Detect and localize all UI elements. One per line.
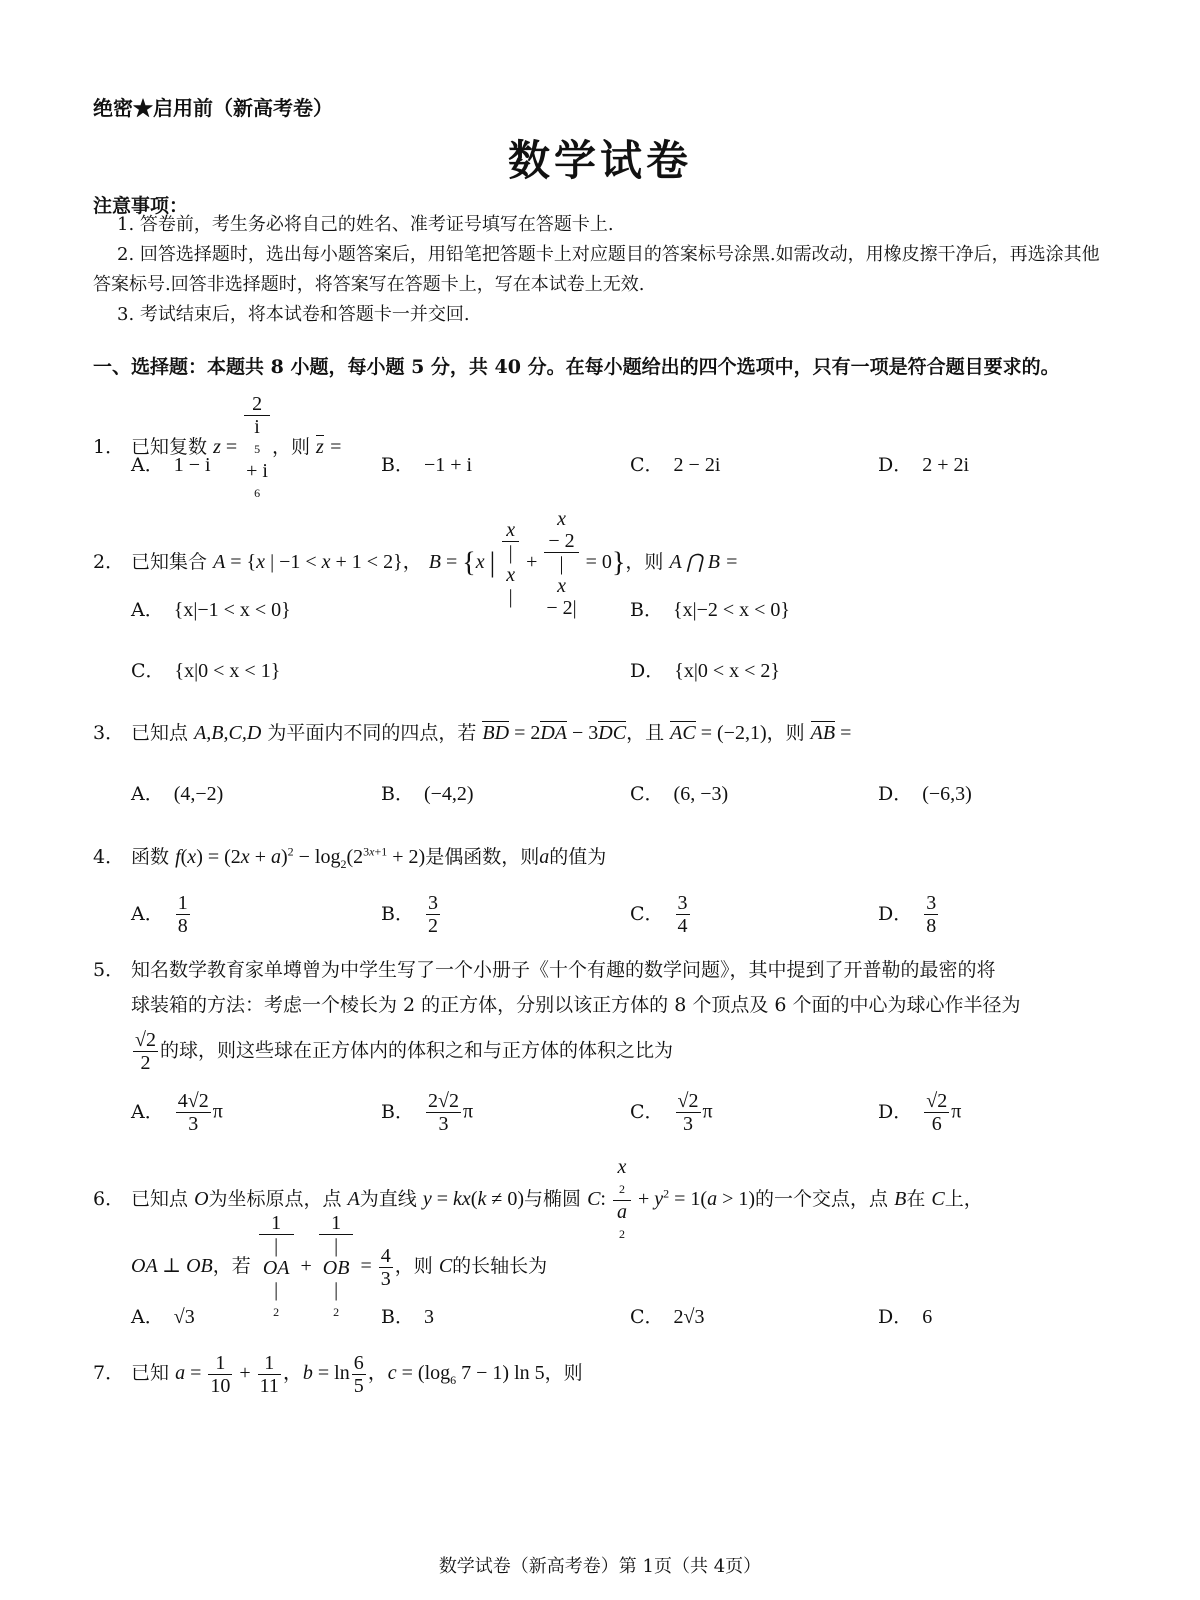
formula: AB = [810, 722, 852, 744]
formula: a = $\frac{1}{10}$ + $\frac{1}{11}$ ，b = ln $\frac{6}{5}$ ，$c = (\log_6$ 7 − 1) ln 5 [175, 1352, 545, 1397]
formula: B = {x | x | x | + x − 2 | x − 2| = 0} [428, 508, 626, 619]
question-text: 为坐标原点，点 [208, 1188, 342, 1211]
formula: z = 2 i 5 + i 6 [213, 393, 268, 500]
formula: 1 | OA | 2 + 1 | OB | 2 = $\frac{4}{3}$ [257, 1255, 395, 1277]
option-d[interactable]: D． $\frac{3}{8}$ [878, 892, 937, 937]
question-text: 的值为 [549, 846, 607, 868]
question-text: 已知 [131, 1362, 170, 1385]
formula: AC = (−2,1) [670, 722, 767, 744]
question-text: 已知复数 [131, 436, 208, 459]
question-text: 已知点 [131, 722, 189, 744]
option-a[interactable]: A． 1 − i [131, 454, 211, 476]
question-4 [93, 842, 606, 872]
question-text: ，则 [625, 551, 664, 574]
option-b[interactable]: B． (−4,2) [381, 783, 474, 805]
formula: A ⋂ B = [669, 551, 739, 574]
option-d[interactable]: D． 6 [878, 1306, 933, 1328]
section-heading: 一、选择题：本题共 8 小题，每小题 5 分，共 40 分。在每小题给出的四个选项中，只有一项是符合题目要求的。 [93, 356, 1060, 378]
notice-item-3: 3. 考试结束后，将本试卷和答题卡一并交回. [117, 304, 470, 325]
question-text: 是偶函数，则 [425, 846, 540, 868]
page-title: 数学试卷 [507, 136, 692, 185]
formula: $f(x) = (2x + a)^2 - \log_2(2^{3x+1} + 2)$ [175, 844, 426, 871]
formula: OA ⊥ OB [131, 1255, 213, 1278]
question-text: 上， [944, 1188, 983, 1211]
question-text: 函数 [131, 846, 170, 868]
formula: C [438, 1255, 453, 1278]
question-text: 的球，则这些球在正方体内的体积之和与正方体的体积之比为 [159, 1039, 673, 1062]
option-d[interactable]: D． 2 + 2i [878, 454, 970, 476]
notice-item-2: 2. 回答选择题时，选出每小题答案后，用铅笔把答题卡上对应题目的答案标号涂黑.如需改动，用橡皮擦干净后，再选涂其他答案标号.回答非选择题时，将答案写在答题卡上，写在本试卷上无效. [93, 244, 1100, 295]
question-5-line-2: 球装箱的方法：考虑一个棱长为 2 的正方体，分别以该正方体的 8 个顶点及 6 个面的中心为球心作半径为 [131, 994, 1021, 1016]
question-text: 知名数学教育家单墫曾为中学生写了一个小册子《十个有趣的数学问题》，其中提到了开普勒的最密的将 [131, 959, 996, 981]
question-text: 为直线 [359, 1188, 417, 1211]
option-d[interactable]: D． $\frac{√2}{6}$ π [878, 1090, 962, 1135]
notice-item-1: 1. 答卷前，考生务必将自己的姓名、准考证号填写在答题卡上. [117, 214, 614, 235]
question-5-line-3 [131, 1029, 673, 1074]
option-a[interactable]: A． {x|−1 < x < 0} [131, 599, 291, 621]
option-d[interactable]: D． {x|0 < x < 2} [630, 660, 780, 682]
formula: B [894, 1188, 907, 1211]
option-d[interactable]: D． (−6,3) [878, 783, 972, 805]
question-text: 的长轴长为 [452, 1255, 548, 1278]
formula: $\frac{√2}{2}$ [135, 1029, 156, 1074]
question-text: ，则 [394, 1255, 433, 1278]
option-c[interactable]: C． {x|0 < x < 1} [131, 660, 281, 682]
option-a[interactable]: A． √3 [131, 1306, 195, 1328]
question-3 [93, 718, 851, 745]
option-b[interactable]: B． $\frac{2√2}{3}$ π [381, 1090, 474, 1135]
question-text: 与椭圆 [524, 1188, 582, 1211]
page-footer: 数学试卷（新高考卷）第 1页（共 4页） [438, 1556, 762, 1577]
question-text: 已知点 [131, 1188, 189, 1211]
option-a[interactable]: A． $\frac{1}{8}$ [131, 892, 188, 937]
formula: y = kx(k ≠ 0) [422, 1188, 524, 1211]
question-number: 7． [93, 1362, 125, 1385]
option-c[interactable]: C． 2 − 2i [630, 454, 721, 476]
question-text: 为平面内不同的四点，若 [267, 722, 477, 744]
question-7 [93, 1352, 583, 1397]
notice-heading: 注意事项： [93, 195, 189, 217]
question-text: ，则 [544, 1362, 583, 1385]
option-b[interactable]: B． $\frac{3}{2}$ [381, 892, 438, 937]
formula: A = {x | −1 < x + 1 < 2}， [213, 551, 423, 574]
formula: z = [316, 436, 343, 459]
question-text: ，则 [766, 722, 805, 744]
notice-item [93, 210, 1113, 330]
option-c[interactable]: C． $\frac{√2}{3}$ π [630, 1090, 713, 1135]
question-text: 已知集合 [131, 551, 208, 574]
question-text: 在 [906, 1188, 926, 1211]
question-number: 5． [93, 959, 125, 981]
formula: C [931, 1188, 945, 1211]
confidential-label: 绝密★启用前（新高考卷） [93, 96, 333, 120]
question-5 [93, 955, 996, 982]
formula: C: x 2 a 2 + $y^2 = 1(a > 1)$ [587, 1156, 756, 1241]
formula: A [347, 1188, 360, 1211]
question-text: ，则 [271, 436, 310, 459]
option-c[interactable]: C． (6, −3) [630, 783, 729, 805]
question-number: 1． [93, 436, 125, 459]
question-1 [93, 393, 342, 504]
formula: BD = 2DA − 3DC [482, 722, 627, 744]
option-a[interactable]: A． (4,−2) [131, 783, 224, 805]
question-number: 4． [93, 846, 125, 868]
option-b[interactable]: B． −1 + i [381, 454, 473, 476]
question-number: 3． [93, 722, 125, 744]
question-text: ，且 [626, 722, 665, 744]
formula: a [539, 846, 550, 868]
option-c[interactable]: C． $\frac{3}{4}$ [630, 892, 688, 937]
formula: O [194, 1188, 209, 1211]
question-text: ，若 [212, 1255, 251, 1278]
question-number: 2． [93, 551, 125, 574]
option-a[interactable]: A． $\frac{4√2}{3}$ π [131, 1090, 223, 1135]
option-c[interactable]: C． 2√3 [630, 1306, 705, 1328]
option-b[interactable]: B． 3 [381, 1306, 434, 1328]
question-text: 的一个交点，点 [755, 1188, 889, 1211]
formula: A,B,C,D [194, 722, 262, 744]
option-b[interactable]: B． {x|−2 < x < 0} [630, 599, 791, 621]
question-number: 6． [93, 1188, 125, 1211]
